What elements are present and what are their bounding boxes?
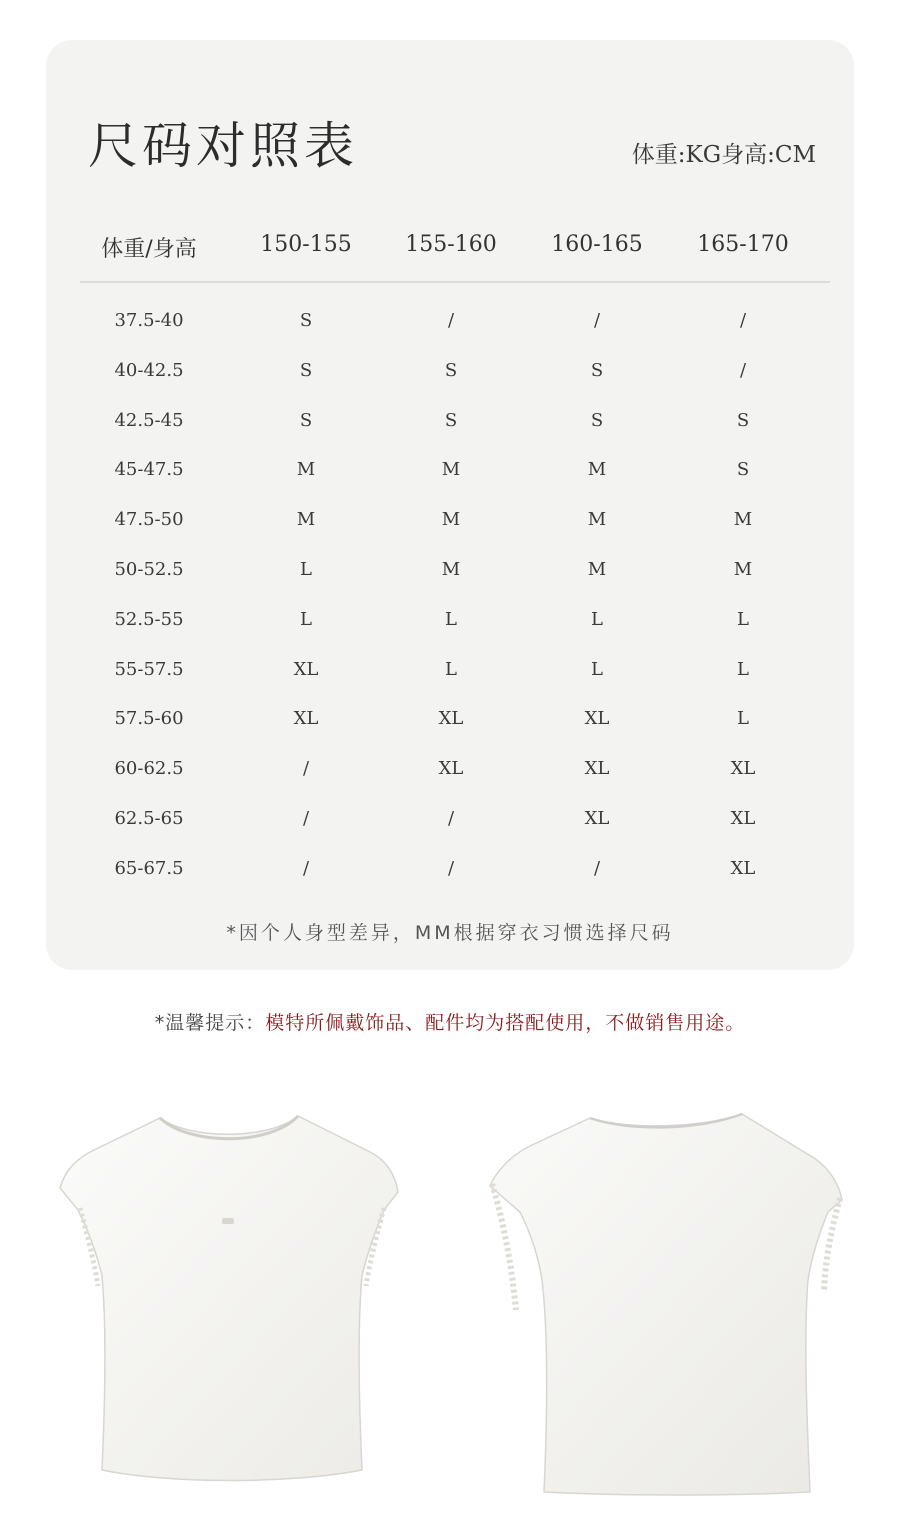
size-cell: L [737, 708, 749, 730]
size-cell: S [444, 409, 458, 431]
weight-range-cell: 62.5-65 [114, 808, 184, 829]
table-row [46, 609, 854, 639]
table-row [46, 858, 854, 888]
page-title: 尺码对照表 [88, 117, 358, 175]
size-cell: XL [730, 857, 756, 879]
table-row [46, 708, 854, 738]
size-cell: L [445, 658, 457, 680]
size-footnote: *因个人身型差异，MM根据穿衣习惯选择尺码 [226, 922, 674, 944]
size-cell: M [733, 509, 753, 531]
size-cell: XL [730, 808, 756, 829]
size-cell: XL [730, 758, 756, 780]
size-cell: / [302, 857, 310, 879]
size-cell: / [593, 857, 601, 879]
table-row [46, 559, 854, 589]
weight-range-cell: 40-42.5 [114, 359, 184, 381]
size-cell: M [441, 509, 461, 531]
header-cell-height-4: 165-170 [697, 232, 789, 257]
size-cell: S [590, 409, 604, 431]
table-row [46, 310, 854, 340]
weight-range-cell: 52.5-55 [114, 608, 184, 630]
size-cell: L [591, 658, 603, 680]
weight-range-cell: 47.5-50 [114, 509, 184, 531]
header-cell-weight-height: 体重/身高 [101, 237, 197, 262]
size-cell: / [739, 310, 747, 331]
weight-range-cell: 57.5-60 [114, 708, 184, 730]
weight-range-cell: 42.5-45 [114, 409, 184, 431]
size-cell: XL [584, 708, 610, 730]
header-cell-height-3: 160-165 [551, 232, 643, 257]
table-row [46, 410, 854, 440]
weight-range-cell: 45-47.5 [114, 459, 184, 481]
size-cell: L [300, 608, 312, 630]
tip-label: *温馨提示： [154, 1012, 266, 1034]
size-cell: M [587, 509, 607, 531]
size-cell: M [296, 459, 316, 481]
size-cell: S [736, 409, 750, 431]
weight-range-cell: 37.5-40 [114, 310, 184, 331]
weight-range-cell: 65-67.5 [114, 857, 184, 879]
size-cell: M [441, 559, 461, 580]
size-cell: / [447, 857, 455, 879]
size-cell: XL [438, 758, 464, 780]
size-cell: S [299, 359, 313, 381]
size-cell: M [587, 459, 607, 481]
size-cell: / [447, 310, 455, 331]
size-cell: XL [438, 708, 464, 730]
size-cell: XL [584, 758, 610, 780]
header-cell-height-1: 150-155 [260, 232, 352, 257]
size-cell: S [590, 359, 604, 381]
table-row [46, 808, 854, 838]
table-row [46, 459, 854, 489]
white-tshirt-front-image [40, 1100, 420, 1500]
size-cell: L [737, 608, 749, 630]
size-cell: M [441, 459, 461, 481]
size-cell: S [299, 409, 313, 431]
size-cell: / [593, 310, 601, 331]
unit-note: 体重:KG身高:CM [631, 142, 816, 168]
size-chart-card [46, 40, 854, 970]
warm-tip [0, 1008, 900, 1035]
size-cell: S [736, 459, 750, 481]
table-row [46, 509, 854, 539]
size-cell: L [300, 559, 312, 580]
table-row [46, 659, 854, 689]
size-cell: S [299, 310, 313, 331]
size-cell: S [444, 359, 458, 381]
weight-range-cell: 55-57.5 [114, 658, 184, 680]
white-tshirt-back-image [480, 1100, 860, 1500]
size-cell: / [447, 808, 455, 829]
header-cell-height-2: 155-160 [405, 232, 497, 257]
tip-message: 模特所佩戴饰品、配件均为搭配使用，不做销售用途。 [265, 1012, 746, 1034]
size-cell: XL [293, 708, 319, 730]
size-cell: L [737, 658, 749, 680]
size-cell: M [587, 559, 607, 580]
size-cell: / [739, 359, 747, 381]
size-cell: M [296, 509, 316, 531]
size-cell: L [591, 608, 603, 630]
size-cell: / [302, 758, 310, 780]
size-cell: XL [584, 808, 610, 829]
table-row [46, 758, 854, 788]
size-cell: L [445, 608, 457, 630]
table-header [46, 228, 854, 272]
header-divider [80, 281, 830, 283]
table-row [46, 360, 854, 390]
size-cell: M [733, 559, 753, 580]
weight-range-cell: 50-52.5 [114, 559, 184, 580]
size-cell: XL [293, 658, 319, 680]
size-cell: / [302, 808, 310, 829]
weight-range-cell: 60-62.5 [114, 758, 184, 780]
